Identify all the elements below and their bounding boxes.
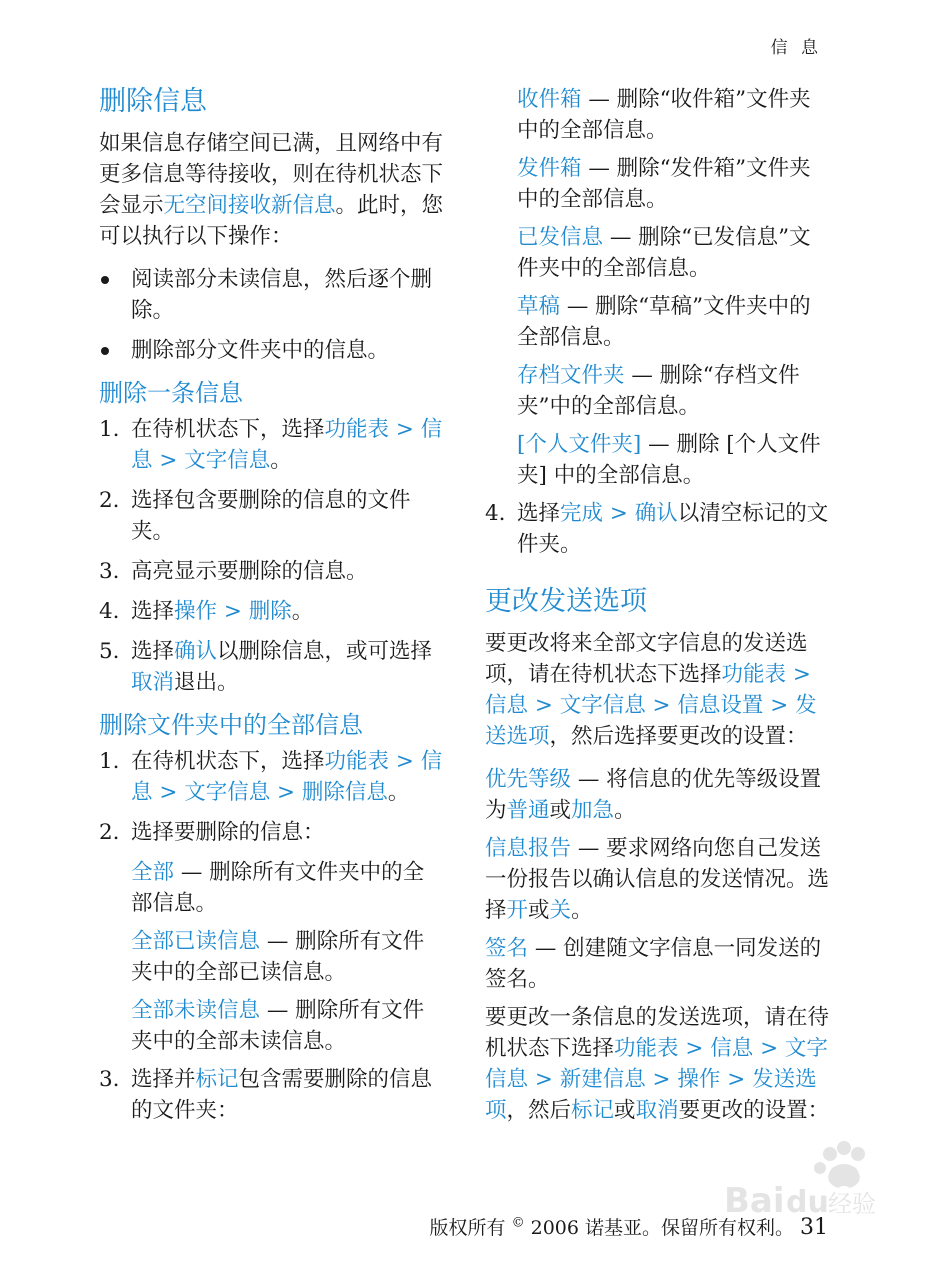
step-item: 5. 选择确认以删除信息，或可选择取消退出。	[99, 639, 433, 695]
option-item: 全部 — 删除所有文件夹中的全部信息。	[131, 860, 425, 916]
send-options-paragraph: 要更改将来全部文字信息的发送选项，请在待机状态下选择功能表 > 信息 > 文字信息 > 信息设置 > 发送选项，然后选择要更改的设置：	[485, 631, 817, 749]
option-item: 全部已读信息 — 删除所有文件夹中的全部已读信息。	[131, 929, 425, 985]
svg-text:Bai: Bai	[724, 1181, 785, 1221]
page-footer: 版权所有 © 2006 诺基亚。保留所有权利。 31	[429, 1215, 828, 1240]
page-number: 31	[800, 1215, 828, 1240]
step-item: 1. 在待机状态下，选择功能表 > 信息 > 文字信息 > 删除信息。	[99, 749, 443, 805]
svg-text:经验: 经验	[828, 1190, 876, 1218]
no-space-notice: 无空间接收新信息	[163, 193, 336, 218]
folder-option: 存档文件夹 — 删除“存档文件夹”中的全部信息。	[517, 363, 800, 419]
setting-option: 信息报告 — 要求网络向您自己发送一份报告以确认信息的发送情况。选择开或关。	[485, 836, 830, 923]
bullet-item: 删除部分文件夹中的信息。	[99, 335, 445, 366]
heading-delete-messages: 删除信息	[99, 86, 207, 117]
section-header: 信 息	[770, 38, 822, 58]
setting-option: 签名 — 创建随文字信息一同发送的签名。	[485, 936, 822, 992]
folder-option: 收件箱 — 删除“收件箱”文件夹中的全部信息。	[517, 87, 811, 143]
heading-send-options: 更改发送选项	[485, 586, 647, 617]
step-item: 3. 高亮显示要删除的信息。	[99, 559, 368, 584]
folder-option: 草稿 — 删除“草稿”文件夹中的全部信息。	[517, 294, 811, 350]
svg-text:du: du	[786, 1185, 829, 1220]
left-column	[99, 82, 445, 1135]
folder-option: 发件箱 — 删除“发件箱”文件夹中的全部信息。	[517, 156, 811, 212]
heading-delete-all: 删除文件夹中的全部信息	[99, 711, 363, 739]
intro-paragraph: 如果信息存储空间已满，且网络中有更多信息等待接收，则在待机状态下会显示无空间接收新信息。此时，您可以执行以下操作：	[99, 131, 444, 249]
folder-option: [个人文件夹] — 删除 [个人文件夹] 中的全部信息。	[517, 432, 821, 488]
step-item: 4. 选择操作 > 删除。	[99, 599, 314, 624]
baidu-watermark-logo	[720, 1138, 880, 1224]
step-item: 3. 选择并标记包含需要删除的信息的文件夹：	[99, 1067, 433, 1123]
step-item: 2. 选择要删除的信息：	[99, 820, 325, 845]
single-message-paragraph: 要更改一条信息的发送选项，请在待机状态下选择功能表 > 信息 > 文字信息 > 新建信息 > 操作 > 发送选项，然后标记或取消要更改的设置：	[485, 1005, 830, 1123]
step-item: 2. 选择包含要删除的信息的文件夹。	[99, 488, 411, 544]
option-item: 全部未读信息 — 删除所有文件夹中的全部未读信息。	[131, 998, 425, 1054]
heading-delete-one: 删除一条信息	[99, 379, 243, 407]
bullet-item: 阅读部分未读信息，然后逐个删除。	[99, 264, 445, 326]
step-item: 1. 在待机状态下，选择功能表 > 信息 > 文字信息。	[99, 417, 443, 473]
step-item: 4. 选择完成 > 确认以清空标记的文件夹。	[485, 501, 829, 557]
folder-option: 已发信息 — 删除“已发信息”文件夹中的全部信息。	[517, 225, 811, 281]
setting-option: 优先等级 — 将信息的优先等级设置为普通或加急。	[485, 767, 822, 823]
right-column	[485, 84, 830, 1138]
